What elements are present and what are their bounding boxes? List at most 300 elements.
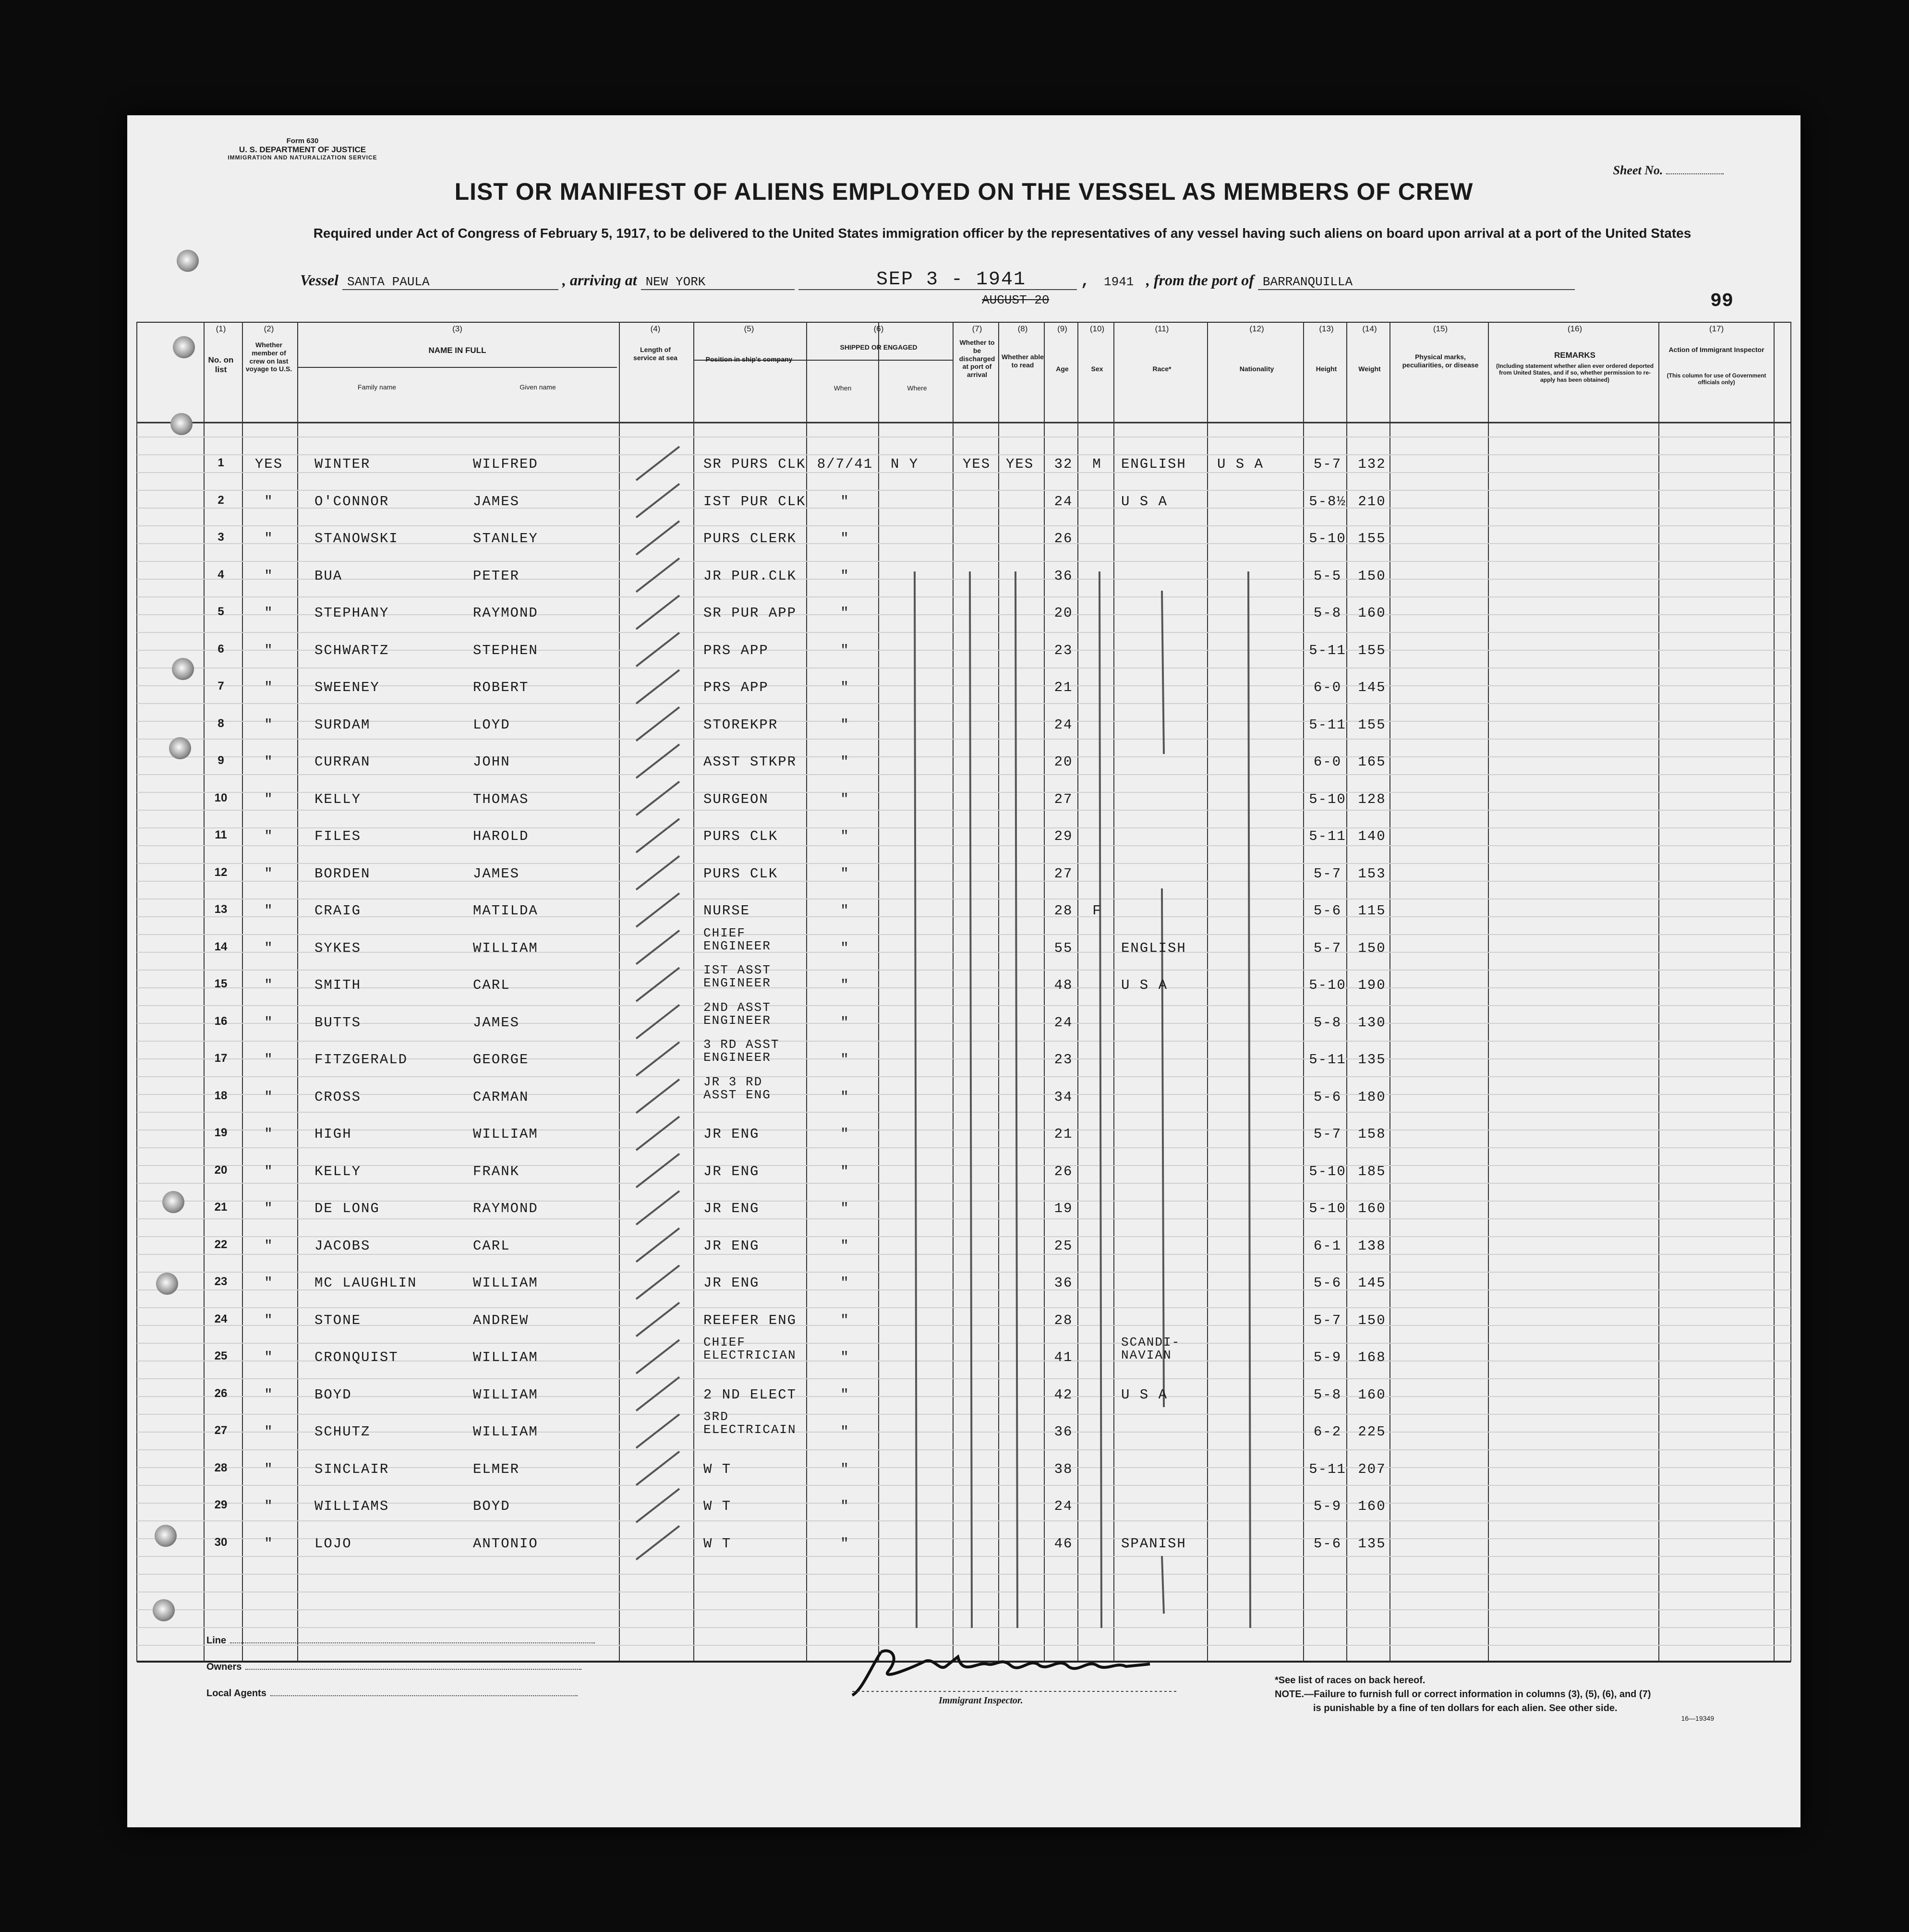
service-tick-29 (636, 1489, 679, 1522)
service-tick-7 (636, 670, 679, 704)
row-17-position: 3 RD ASST ENGINEER (703, 1037, 780, 1065)
row-29-crew: " (264, 1498, 274, 1514)
row-20-family: KELLY (314, 1163, 362, 1179)
service-tick-12 (636, 856, 679, 890)
row-7-when: " (840, 680, 850, 695)
row-10-when: " (840, 791, 850, 807)
row-23-when: " (840, 1275, 850, 1291)
row-18-weight: 180 (1358, 1089, 1386, 1105)
service-tick-19 (636, 1117, 679, 1150)
row-21-position: JR ENG (703, 1201, 760, 1216)
vessel-name: SANTA PAULA (342, 275, 558, 290)
service-tick-14 (636, 931, 679, 964)
row-25-age: 41 (1054, 1349, 1073, 1365)
arrival-year: 1941 (1103, 275, 1134, 289)
manifest-sheet (127, 115, 1800, 1827)
row-22-crew: " (264, 1238, 274, 1254)
row-26-no: 26 (214, 1386, 228, 1400)
inspector-label: Immigrant Inspector. (939, 1695, 1023, 1706)
row-20-no: 20 (214, 1163, 228, 1177)
row-19-position: JR ENG (703, 1126, 760, 1142)
row-18-age: 34 (1054, 1089, 1073, 1105)
row-28-when: " (840, 1461, 850, 1477)
sheet-number (1613, 163, 1724, 178)
col6-header: SHIPPED OR ENGAGED (840, 343, 918, 351)
ditto-stroke-3 (1099, 571, 1101, 1628)
row-1-no: 1 (217, 456, 224, 469)
row-23-age: 36 (1054, 1275, 1073, 1291)
row-16-weight: 130 (1358, 1014, 1386, 1031)
ditto-stroke-0 (915, 571, 917, 1628)
row-21-no: 21 (214, 1201, 228, 1214)
row-15-position: IST ASST ENGINEER (703, 963, 771, 991)
row-17-family: FITZGERALD (314, 1052, 408, 1068)
col2-number: (2) (264, 324, 274, 333)
row-16-position: 2ND ASST ENGINEER (703, 1000, 771, 1028)
col1-number: (1) (216, 324, 226, 333)
row-1-when: 8/7/41 (817, 456, 873, 472)
row-14-age: 55 (1054, 940, 1073, 956)
row-25-crew: " (264, 1349, 274, 1365)
sheet-number-blank (1666, 173, 1724, 174)
row-20-age: 26 (1054, 1163, 1073, 1179)
row-7-no: 7 (217, 680, 224, 693)
col16-number: (16) (1567, 324, 1583, 333)
row-9-position: ASST STKPR (703, 754, 797, 770)
row-2-no: 2 (217, 493, 224, 507)
service-name: IMMIGRATION AND NATURALIZATION SERVICE (228, 154, 377, 161)
row-26-weight: 160 (1358, 1386, 1386, 1403)
binder-hole-4 (172, 658, 194, 680)
row-29-no: 29 (214, 1498, 228, 1511)
row-24-crew: " (264, 1312, 274, 1328)
row-17-height: 5-11 (1309, 1052, 1346, 1068)
row-22-position: JR ENG (703, 1238, 760, 1254)
row-17-crew: " (264, 1052, 274, 1068)
row-18-no: 18 (214, 1089, 228, 1102)
row-1-race: ENGLISH (1121, 456, 1186, 472)
col3-header: NAME IN FULL (428, 346, 486, 355)
row-4-weight: 150 (1358, 568, 1386, 584)
service-tick-8 (636, 707, 679, 741)
ditto-stroke-2 (1015, 571, 1017, 1628)
row-28-position: W T (703, 1461, 732, 1477)
row-5-given: RAYMOND (473, 605, 538, 621)
row-28-weight: 207 (1358, 1461, 1386, 1477)
row-1-where: N Y (891, 456, 919, 472)
row-3-when: " (840, 531, 850, 547)
row-17-weight: 135 (1358, 1052, 1386, 1068)
row-17-when: " (840, 1052, 850, 1068)
row-22-no: 22 (214, 1238, 228, 1251)
service-tick-5 (636, 595, 679, 629)
binder-hole-2 (173, 336, 195, 358)
row-3-age: 26 (1054, 531, 1073, 547)
row-26-height: 5-8 (1313, 1386, 1342, 1403)
ditto-stroke-4 (1248, 571, 1250, 1628)
row-30-when: " (840, 1535, 850, 1552)
form-number: Form 630 (286, 137, 319, 145)
arrival-port: NEW YORK (641, 275, 795, 290)
row-29-height: 5-9 (1313, 1498, 1342, 1514)
row-3-family: STANOWSKI (314, 531, 399, 547)
row-29-given: BOYD (473, 1498, 510, 1514)
row-24-age: 28 (1054, 1312, 1073, 1328)
row-13-when: " (840, 903, 850, 919)
row-25-height: 5-9 (1313, 1349, 1342, 1365)
row-9-weight: 165 (1358, 754, 1386, 770)
col13-header: Height (1316, 365, 1337, 373)
row-24-family: STONE (314, 1312, 362, 1328)
row-13-height: 5-6 (1313, 903, 1342, 919)
row-27-position: 3RD ELECTRICAIN (703, 1410, 797, 1437)
col17-header: Action of Immigrant Inspector (1668, 346, 1764, 353)
row-23-no: 23 (214, 1275, 228, 1288)
row-14-height: 5-7 (1313, 940, 1342, 956)
col10-header: Sex (1091, 365, 1103, 373)
form-code: 16—19349 (1681, 1714, 1714, 1722)
row-7-age: 21 (1054, 680, 1073, 695)
row-6-weight: 155 (1358, 642, 1386, 658)
row-20-when: " (840, 1163, 850, 1179)
row-22-weight: 138 (1358, 1238, 1386, 1254)
col9-header: Age (1056, 365, 1069, 373)
service-tick-16 (636, 1005, 679, 1039)
row-15-age: 48 (1054, 977, 1073, 993)
row-30-race: SPANISH (1121, 1535, 1186, 1552)
row-6-crew: " (264, 642, 274, 658)
ditto-stroke-6 (1162, 888, 1164, 1407)
row-6-age: 23 (1054, 642, 1073, 658)
row-18-position: JR 3 RD ASST ENG (703, 1074, 771, 1102)
row-11-given: HAROLD (473, 828, 529, 844)
row-29-weight: 160 (1358, 1498, 1386, 1514)
row-11-age: 29 (1054, 828, 1073, 844)
col3-given-header: Given name (520, 383, 556, 391)
row-4-family: BUA (314, 568, 343, 584)
row-22-height: 6-1 (1313, 1238, 1342, 1254)
col8-number: (8) (1017, 324, 1028, 333)
row-22-family: JACOBS (314, 1238, 371, 1254)
row-16-no: 16 (214, 1014, 228, 1028)
col6-when-header: When (834, 384, 852, 392)
row-7-crew: " (264, 680, 274, 695)
row-19-weight: 158 (1358, 1126, 1386, 1142)
footer-line (206, 1635, 595, 1646)
row-12-weight: 153 (1358, 865, 1386, 882)
row-2-age: 24 (1054, 493, 1073, 510)
row-1-position: SR PURS CLK (703, 456, 806, 472)
row-24-when: " (840, 1312, 850, 1328)
row-8-crew: " (264, 717, 274, 733)
footer-note (1275, 1674, 1651, 1715)
row-4-no: 4 (217, 568, 224, 581)
row-15-family: SMITH (314, 977, 362, 993)
service-tick-20 (636, 1154, 679, 1188)
col7-number: (7) (972, 324, 982, 333)
col4-header: Length of service at sea (633, 346, 677, 362)
row-15-no: 15 (214, 977, 228, 990)
row-14-race: ENGLISH (1121, 940, 1186, 956)
col16-subheader: (Including statement whether alien ever ordered deported from United States, and if so, whether permission to re-apply has been obtained) (1496, 363, 1654, 383)
owners-label: Owners (206, 1662, 242, 1672)
col8-header: Whether able to read (1002, 353, 1044, 369)
row-28-height: 5-11 (1309, 1461, 1346, 1477)
row-25-race: SCANDI- NAVIAN (1121, 1335, 1181, 1363)
row-12-height: 5-7 (1313, 865, 1342, 882)
row-1-crew: YES (254, 456, 283, 472)
inspector-signature (843, 1638, 1188, 1700)
row-12-no: 12 (214, 865, 228, 879)
row-5-no: 5 (217, 605, 224, 618)
row-15-given: CARL (473, 977, 510, 993)
row-17-age: 23 (1054, 1052, 1073, 1068)
row-3-height: 5-10 (1309, 531, 1346, 547)
row-21-when: " (840, 1201, 850, 1216)
service-tick-18 (636, 1080, 679, 1113)
row-28-crew: " (264, 1461, 274, 1477)
row-17-given: GEORGE (473, 1052, 529, 1068)
row-9-age: 20 (1054, 754, 1073, 770)
row-21-weight: 160 (1358, 1201, 1386, 1216)
row-20-position: JR ENG (703, 1163, 760, 1179)
row-18-crew: " (264, 1089, 274, 1105)
row-16-family: BUTTS (314, 1014, 362, 1031)
row-10-weight: 128 (1358, 791, 1386, 807)
row-15-crew: " (264, 977, 274, 993)
footer-owners (206, 1662, 581, 1673)
row-7-position: PRS APP (703, 680, 769, 695)
row-6-position: PRS APP (703, 642, 769, 658)
form-identifier (202, 137, 403, 161)
penalty-note-2: is punishable by a fine of ten dollars for each alien. See other side. (1313, 1703, 1618, 1713)
col5-header: Position in ship's company (705, 355, 793, 363)
row-1-family: WINTER (314, 456, 371, 472)
row-13-weight: 115 (1358, 903, 1386, 919)
row-3-no: 3 (217, 531, 224, 544)
line-label: Line (206, 1635, 227, 1646)
service-tick-27 (636, 1414, 679, 1448)
row-8-given: LOYD (473, 717, 510, 733)
row-4-crew: " (264, 568, 274, 584)
row-26-race: U S A (1121, 1386, 1168, 1403)
row-1-given: WILFRED (473, 456, 538, 472)
row-29-when: " (840, 1498, 850, 1514)
row-23-crew: " (264, 1275, 274, 1291)
row-11-when: " (840, 828, 850, 844)
service-tick-25 (636, 1340, 679, 1373)
row-6-height: 5-11 (1309, 642, 1346, 658)
row-7-family: SWEENEY (314, 680, 380, 695)
row-12-age: 27 (1054, 865, 1073, 882)
row-16-crew: " (264, 1014, 274, 1031)
row-9-no: 9 (217, 754, 224, 767)
row-30-crew: " (264, 1535, 274, 1552)
row-26-family: BOYD (314, 1386, 352, 1403)
page-number: 99 (1710, 291, 1733, 312)
row-27-when: " (840, 1424, 850, 1440)
row-27-given: WILLIAM (473, 1424, 538, 1440)
row-3-given: STANLEY (473, 531, 538, 547)
row-13-age: 28 (1054, 903, 1073, 919)
row-7-given: ROBERT (473, 680, 529, 695)
col1-header: No. on list (208, 355, 234, 375)
row-4-height: 5-5 (1313, 568, 1342, 584)
row-21-family: DE LONG (314, 1201, 380, 1216)
row-10-family: KELLY (314, 791, 362, 807)
row-30-age: 46 (1054, 1535, 1073, 1552)
service-tick-6 (636, 633, 679, 667)
row-8-height: 5-11 (1309, 717, 1346, 733)
col3-family-header: Family name (357, 383, 397, 391)
binder-hole-5 (169, 737, 191, 759)
ditto-stroke-7 (1162, 1556, 1164, 1614)
row-2-when: " (840, 493, 850, 510)
row-9-height: 6-0 (1313, 754, 1342, 770)
service-tick-15 (636, 968, 679, 1001)
col12-number: (12) (1249, 324, 1264, 333)
row-2-family: O'CONNOR (314, 493, 389, 510)
row-23-position: JR ENG (703, 1275, 760, 1291)
row-28-age: 38 (1054, 1461, 1073, 1477)
service-tick-28 (636, 1452, 679, 1485)
row-21-given: RAYMOND (473, 1201, 538, 1216)
row-14-no: 14 (214, 940, 228, 953)
row-11-family: FILES (314, 828, 362, 844)
row-27-family: SCHUTZ (314, 1424, 371, 1440)
row-19-family: HIGH (314, 1126, 352, 1142)
struck-date: AUGUST 20 (982, 293, 1050, 307)
row-2-race: U S A (1121, 493, 1168, 510)
row-12-given: JAMES (473, 865, 520, 882)
row-25-no: 25 (214, 1349, 228, 1362)
row-21-age: 19 (1054, 1201, 1073, 1216)
row-16-height: 5-8 (1313, 1014, 1342, 1031)
row-2-position: IST PUR CLK (703, 493, 806, 510)
row-10-position: SURGEON (703, 791, 769, 807)
row-25-weight: 168 (1358, 1349, 1386, 1365)
col7-header: Whether to be discharged at port of arrival (959, 339, 995, 379)
col15-number: (15) (1433, 324, 1448, 333)
row-14-position: CHIEF ENGINEER (703, 925, 771, 953)
col10-number: (10) (1089, 324, 1105, 333)
col16-header: REMARKS (1554, 351, 1595, 360)
row-11-crew: " (264, 828, 274, 844)
col11-number: (11) (1155, 324, 1169, 333)
col15-header: Physical marks, peculiarities, or disease (1402, 353, 1479, 369)
row-22-given: CARL (473, 1238, 510, 1254)
row-20-height: 5-10 (1309, 1163, 1346, 1179)
binder-hole-8 (155, 1525, 177, 1547)
row-11-position: PURS CLK (703, 828, 778, 844)
col11-header: Race* (1152, 365, 1172, 373)
row-21-crew: " (264, 1201, 274, 1216)
row-24-given: ANDREW (473, 1312, 529, 1328)
row-9-given: JOHN (473, 754, 510, 770)
row-5-age: 20 (1054, 605, 1073, 621)
row-10-no: 10 (214, 791, 228, 804)
row-30-height: 5-6 (1313, 1535, 1342, 1552)
row-1-discharged: YES (963, 456, 991, 472)
row-6-when: " (840, 642, 850, 658)
col5-number: (5) (744, 324, 754, 333)
row-15-race: U S A (1121, 977, 1168, 993)
service-tick-2 (636, 484, 679, 518)
col17-number: (17) (1709, 324, 1724, 333)
service-tick-4 (636, 559, 679, 592)
row-6-given: STEPHEN (473, 642, 538, 658)
row-23-given: WILLIAM (473, 1275, 538, 1291)
row-3-position: PURS CLERK (703, 531, 797, 547)
row-2-given: JAMES (473, 493, 520, 510)
row-29-family: WILLIAMS (314, 1498, 389, 1514)
row-27-weight: 225 (1358, 1424, 1386, 1440)
col14-header: Weight (1358, 365, 1381, 373)
row-1-weight: 132 (1358, 456, 1386, 472)
row-24-height: 5-7 (1313, 1312, 1342, 1328)
row-4-given: PETER (473, 568, 520, 584)
row-16-when: " (840, 1014, 850, 1031)
row-30-weight: 135 (1358, 1535, 1386, 1552)
row-27-crew: " (264, 1424, 274, 1440)
col13-number: (13) (1319, 324, 1334, 333)
row-13-crew: " (264, 903, 274, 919)
row-19-crew: " (264, 1126, 274, 1142)
row-5-height: 5-8 (1313, 605, 1342, 621)
row-1-height: 5-7 (1313, 456, 1342, 472)
row-19-age: 21 (1054, 1126, 1073, 1142)
service-tick-11 (636, 819, 679, 852)
binder-hole-1 (177, 250, 199, 272)
binder-hole-7 (156, 1273, 178, 1295)
row-15-weight: 190 (1358, 977, 1386, 993)
service-tick-13 (636, 893, 679, 927)
row-26-when: " (840, 1386, 850, 1403)
row-15-height: 5-10 (1309, 977, 1346, 993)
col9-number: (9) (1057, 324, 1067, 333)
row-4-when: " (840, 568, 850, 584)
row-4-age: 36 (1054, 568, 1073, 584)
row-18-when: " (840, 1089, 850, 1105)
row-10-given: THOMAS (473, 791, 529, 807)
service-tick-21 (636, 1191, 679, 1225)
row-5-crew: " (264, 605, 274, 621)
row-6-family: SCHWARTZ (314, 642, 389, 658)
row-18-family: CROSS (314, 1089, 362, 1105)
row-28-family: SINCLAIR (314, 1461, 389, 1477)
row-5-weight: 160 (1358, 605, 1386, 621)
row-10-crew: " (264, 791, 274, 807)
penalty-note-1: NOTE.—Failure to furnish full or correct information in columns (3), (5), (6), and (7) (1275, 1689, 1651, 1700)
row-26-crew: " (264, 1386, 274, 1403)
row-14-weight: 150 (1358, 940, 1386, 956)
vessel-label: Vessel (300, 271, 338, 289)
service-tick-1 (636, 447, 679, 480)
row-20-crew: " (264, 1163, 274, 1179)
row-8-when: " (840, 717, 850, 733)
row-28-given: ELMER (473, 1461, 520, 1477)
row-2-crew: " (264, 493, 274, 510)
service-tick-23 (636, 1265, 679, 1299)
row-9-crew: " (264, 754, 274, 770)
row-15-when: " (840, 977, 850, 993)
row-24-no: 24 (214, 1312, 228, 1325)
row-13-position: NURSE (703, 903, 750, 919)
binder-hole-9 (153, 1599, 175, 1621)
row-29-age: 24 (1054, 1498, 1073, 1514)
row-5-when: " (840, 605, 850, 621)
row-2-height: 5-8½ (1309, 493, 1346, 510)
